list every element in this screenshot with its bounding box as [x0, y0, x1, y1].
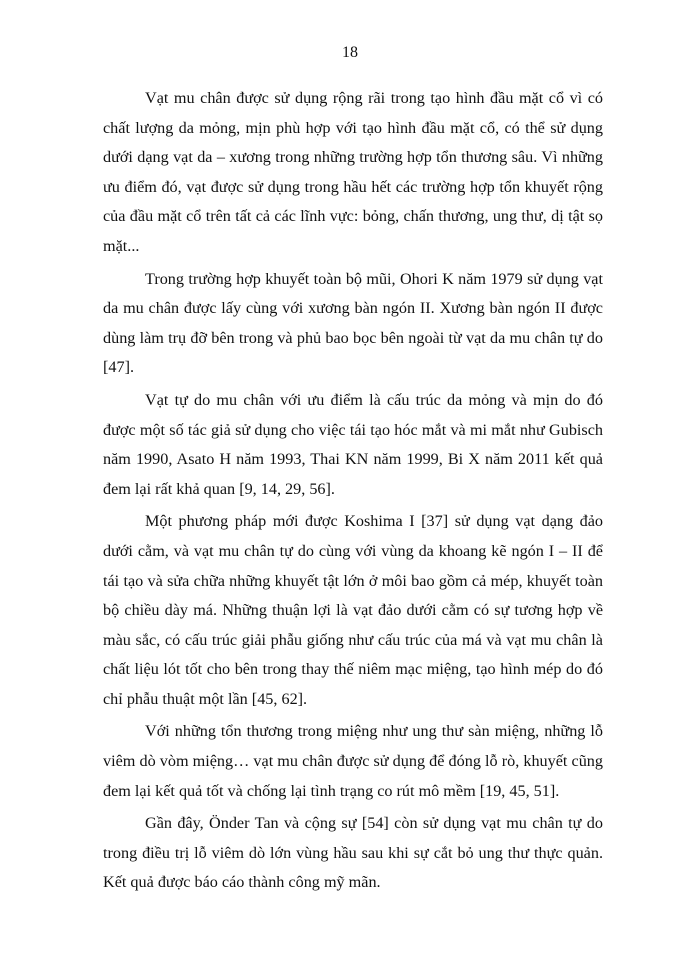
paragraph-eye-socket-reconstruction: Vạt tự do mu chân với ưu điểm là cấu trúc da mỏng và mịn do đó được một số tác giả sử dụng cho việc tái tạo hóc mắt và mi mắt như Gubisch năm 1990, Asato H năm 1993, Thai KN năm 1999, Bi X năm 2011 kết quả đem lại rất khả quan [9, 14, 29, 56]. — [103, 390, 603, 498]
paragraph-intraoral-lesions: Với những tổn thương trong miệng như ung thư sàn miệng, những lỗ viêm dò vòm miệng… vạt mu chân được sử dụng để đóng lỗ rò, khuyết cũng đem lại kết quả tốt và chống lại tình trạng co rút mô mềm [19, 45, 51]. — [103, 722, 603, 800]
paragraph-dorsalis-pedis-flap-overview: Vạt mu chân được sử dụng rộng rãi trong tạo hình đầu mặt cổ vì có chất lượng da mỏng, mịn phù hợp với tạo hình đầu mặt cổ, có thể sử dụng dưới dạng vạt da – xương trong những trường hợp tổn thương sâu. Vì những ưu điểm đó, vạt được sử dụng trong hầu hết các trường hợp tổn khuyết rộng của đầu mặt cổ trên tất cả các lĩnh vực: bỏng, chấn thương, ung thư, dị tật sọ mặt... — [103, 89, 603, 255]
paragraph-onder-tan-study: Gần đây, Önder Tan và cộng sự [54] còn sử dụng vạt mu chân tự do trong điều trị lỗ viêm dò lớn vùng hầu sau khi sự cắt bỏ ung thư thực quản. Kết quả được báo cáo thành công mỹ mãn. — [103, 814, 603, 892]
paragraph-koshima-method: Một phương pháp mới được Koshima I [37] sử dụng vạt dạng đảo dưới cằm, và vạt mu chân tự do cùng với vùng da khoang kẽ ngón I – II để tái tạo và sửa chữa những khuyết tật lớn ở môi bao gồm cả mép, khuyết toàn bộ chiều dày má. Những thuận lợi là vạt đảo dưới cằm có sự tương hợp về màu sắc, có cấu trúc giải phẫu giống như cấu trúc của má và vạt mu chân là chất liệu lót tốt cho bên trong thay thế niêm mạc miệng, tạo hình mép do đó chỉ phẫu thuật một lần [45, 62]. — [103, 512, 603, 708]
paragraph-nose-reconstruction: Trong trường hợp khuyết toàn bộ mũi, Ohori K năm 1979 sử dụng vạt da mu chân được lấy cùng với xương bàn ngón II. Xương bàn ngón II được dùng làm trụ đỡ bên trong và phủ bao bọc bên ngoài từ vạt da mu chân tự do [47]. — [103, 269, 603, 377]
body-text — [103, 84, 603, 898]
page-number: 18 — [342, 44, 358, 61]
